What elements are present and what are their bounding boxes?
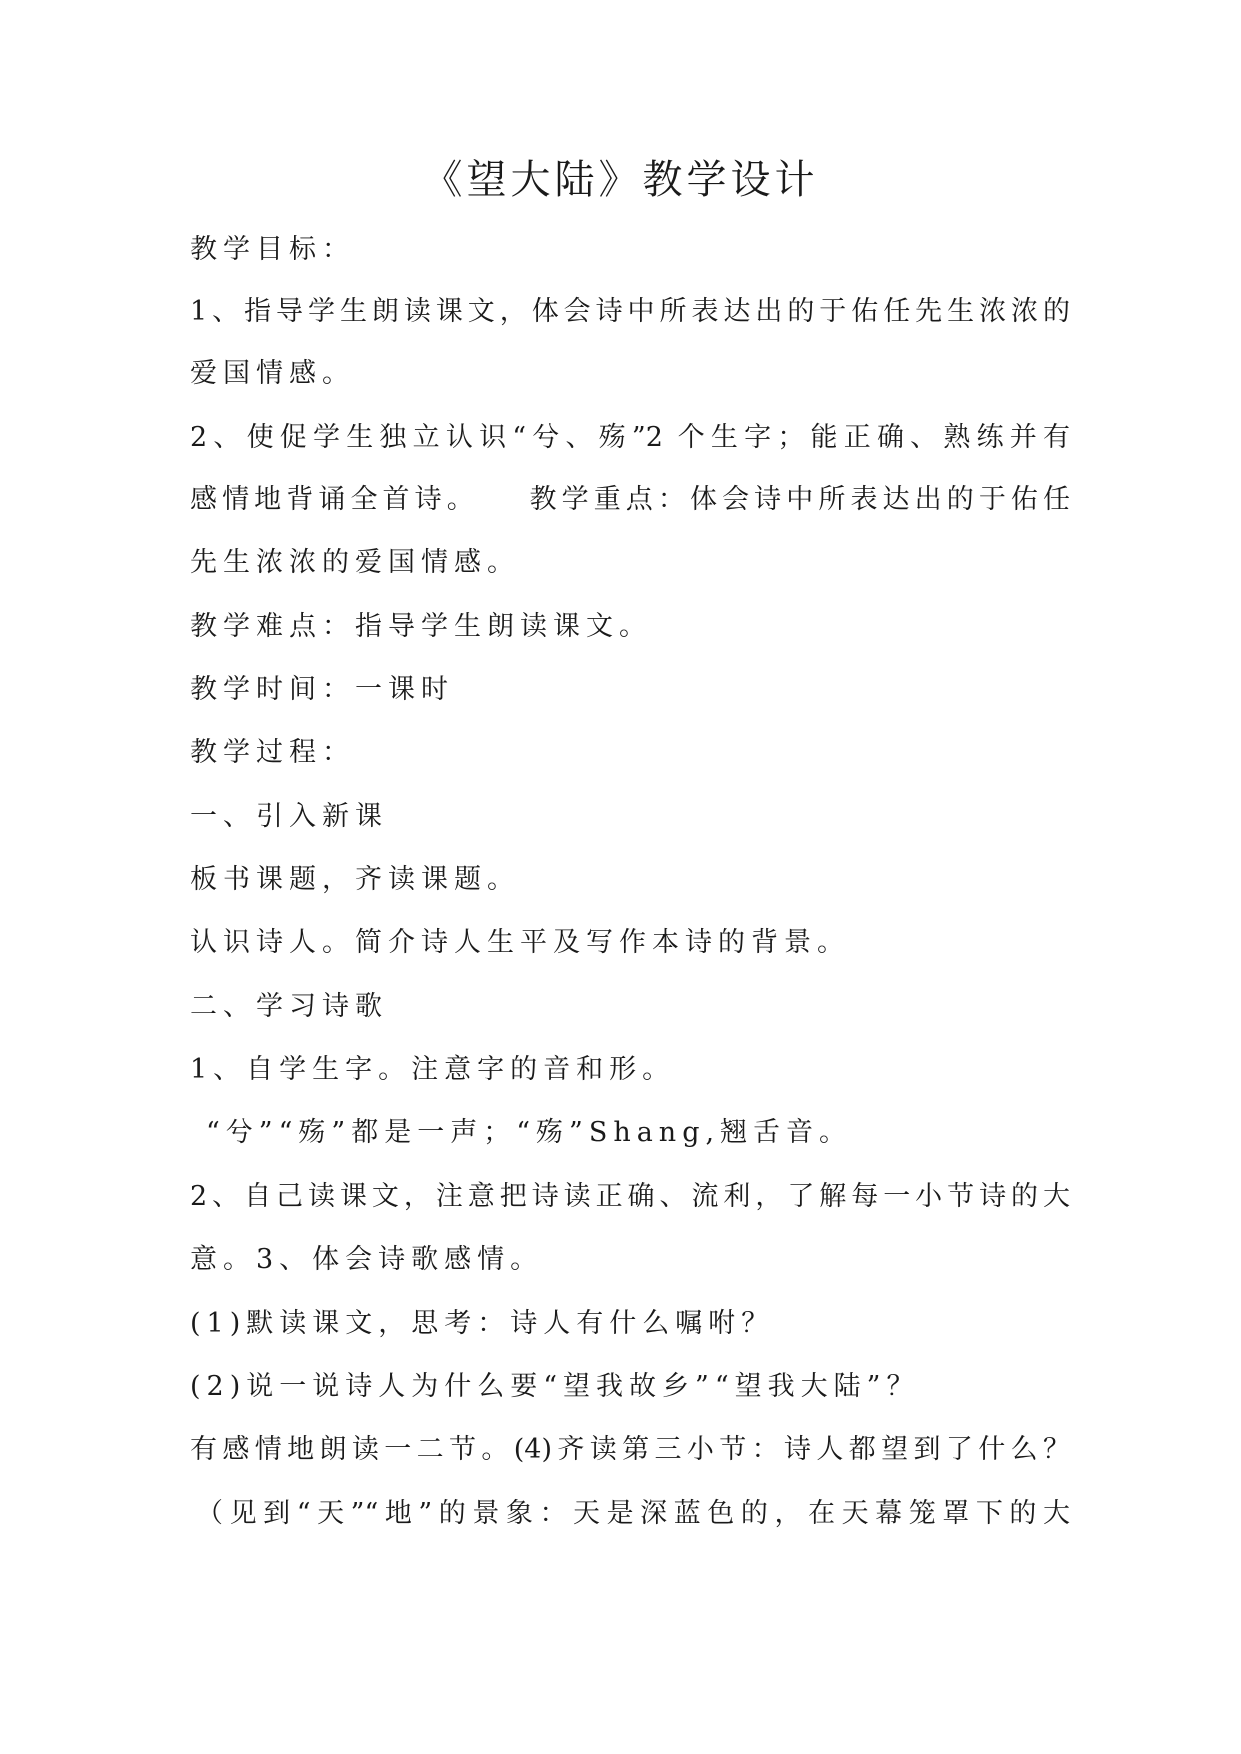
text-line-duration: 教学时间：一课时 — [190, 674, 454, 705]
text-line-goal-2: 2、使促学生独立认识“兮、殇”2 个生字；能正确、熟练并有 — [190, 422, 1070, 453]
text-line-pronunciation: “兮”“殇”都是一声；“殇”Shang,翘舌音。 — [206, 1117, 853, 1148]
text-line-scene: （见到“天”“地”的景象：天是深蓝色的，在天幕笼罩下的大 — [196, 1498, 1070, 1529]
text-line-section-2-heading: 二、学习诗歌 — [190, 991, 388, 1022]
text-line-goal-1-cont: 爱国情感。 — [190, 358, 355, 389]
document-title: 《望大陆》教学设计 — [422, 157, 819, 203]
text-line-question-1: (1)默读课文，思考：诗人有什么嘱咐？ — [190, 1308, 775, 1339]
text-line-board-title: 板书课题，齐读课题。 — [190, 864, 520, 895]
text-line-goal-2-cont: 感情地背诵全首诗。 教学重点：体会诗中所表达出的于佑任 — [190, 484, 1070, 515]
text-line-focus-cont: 先生浓浓的爱国情感。 — [190, 547, 520, 578]
text-line-difficulty: 教学难点：指导学生朗读课文。 — [190, 611, 652, 642]
text-line-step-3: 意。3、体会诗歌感情。 — [190, 1244, 544, 1275]
text-line-step-1: 1、自学生字。注意字的音和形。 — [190, 1054, 676, 1085]
text-line-poet-intro: 认识诗人。简介诗人生平及写作本诗的背景。 — [190, 927, 850, 958]
text-line-process-heading: 教学过程： — [190, 737, 355, 768]
text-line-step-2: 2、自己读课文，注意把诗读正确、流利，了解每一小节诗的大 — [190, 1181, 1070, 1212]
text-line-teaching-goals-heading: 教学目标： — [190, 234, 355, 265]
text-line-question-4: 有感情地朗读一二节。(4)齐读第三小节：诗人都望到了什么？ — [190, 1434, 1070, 1465]
text-line-section-1-heading: 一、引入新课 — [190, 801, 388, 832]
text-line-question-2: (2)说一说诗人为什么要“望我故乡”“望我大陆”？ — [190, 1371, 920, 1402]
text-line-goal-1: 1、指导学生朗读课文，体会诗中所表达出的于佑任先生浓浓的 — [190, 296, 1070, 327]
